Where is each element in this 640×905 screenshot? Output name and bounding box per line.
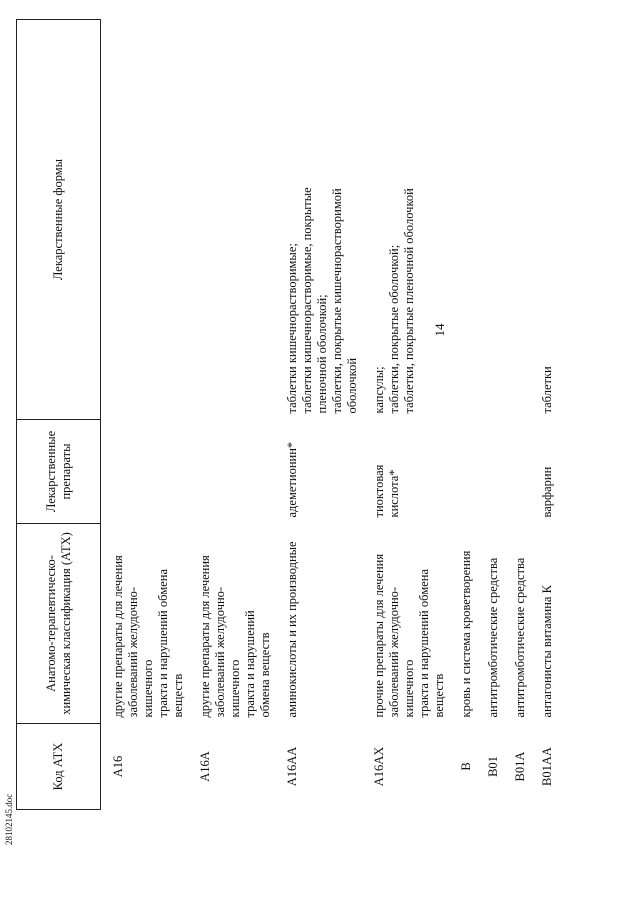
classification-line: другие препараты для лечения: [111, 555, 125, 718]
cell-code: B01: [486, 756, 500, 777]
classification-line: кровь и система кроветворения: [459, 550, 473, 718]
cell-drug: адеметионин*: [285, 441, 299, 518]
cell-code: B01AA: [540, 747, 554, 786]
form-line: таблетки, покрытые кишечнорастворимой: [330, 188, 344, 414]
cell-forms: [360, 20, 447, 420]
table-row: [186, 20, 273, 810]
classification-line: заболеваний желудочно-кишечного: [213, 586, 242, 718]
cell-drug: [101, 420, 187, 524]
cell-code: A16: [111, 755, 125, 778]
classification-line: прочие препараты для лечения: [372, 553, 386, 718]
classification-line: антитромботические средства: [486, 557, 500, 718]
classification-line: антагонисты витамина К: [540, 585, 554, 718]
classification-line: тракта и нарушений: [243, 610, 257, 718]
header-classification: Анатомо-терапевтическо-химическая классификация (АТХ): [17, 524, 101, 724]
classification-line: заболеваний желудочно-кишечного: [387, 586, 416, 718]
atx-table: [16, 19, 559, 810]
cell-drug: [186, 420, 273, 524]
cell-drug: [447, 420, 474, 524]
table-row: [273, 20, 360, 810]
header-forms: Лекарственные формы: [17, 20, 101, 420]
cell-code: B: [459, 762, 473, 771]
form-line: таблетки кишечнорастворимые, покрытые: [300, 187, 314, 414]
form-line: оболочкой: [345, 357, 359, 414]
classification-line: тракта и нарушений обмена веществ: [417, 568, 446, 718]
cell-forms: [186, 20, 273, 420]
header-code: Код АТХ: [17, 724, 101, 810]
cell-classification: [528, 524, 559, 724]
header-drugs: Лекарственные препараты: [17, 420, 101, 524]
cell-classification: [447, 524, 474, 724]
table-row: [447, 20, 474, 810]
classification-line: антитромботические средства: [513, 557, 527, 718]
cell-drug: варфарин: [540, 466, 554, 518]
table-row: [360, 20, 447, 810]
cell-forms: [273, 20, 360, 420]
classification-line: другие препараты для лечения: [198, 555, 212, 718]
cell-drug: [501, 420, 528, 524]
table-row: [501, 20, 528, 810]
cell-code: B01A: [513, 751, 527, 782]
form-line: пленочной оболочкой;: [315, 294, 329, 414]
table-row: [101, 20, 187, 810]
cell-drug: тиоктовая кислота*: [372, 464, 401, 518]
cell-code: A16A: [198, 751, 212, 782]
form-line: таблетки, покрытые пленочной оболочкой: [402, 188, 416, 414]
cell-classification: [360, 524, 447, 724]
classification-line: обмена веществ: [258, 632, 272, 718]
cell-forms: [528, 20, 559, 420]
table-header-row: [17, 20, 101, 810]
cell-forms: [501, 20, 528, 420]
cell-classification: [273, 524, 360, 724]
cell-forms: [474, 20, 501, 420]
form-line: таблетки кишечнорастворимые;: [285, 243, 299, 414]
cell-classification: [501, 524, 528, 724]
cell-drug: [474, 420, 501, 524]
form-line: капсулы;: [372, 366, 386, 414]
classification-line: заболеваний желудочно-кишечного: [126, 586, 155, 718]
classification-line: аминокислоты и их производные: [285, 541, 299, 718]
cell-classification: [474, 524, 501, 724]
table-row: [474, 20, 501, 810]
cell-code: A16AX: [372, 746, 386, 787]
page-number: 14: [432, 323, 447, 337]
cell-forms: [447, 20, 474, 420]
cell-forms: [101, 20, 187, 420]
table-body: [101, 20, 560, 810]
cell-classification: [101, 524, 187, 724]
classification-line: тракта и нарушений обмена веществ: [156, 568, 185, 718]
table-row: [528, 20, 559, 810]
form-line: таблетки: [540, 366, 554, 414]
footer-file-name: 28102145.doc: [4, 793, 14, 845]
cell-code: A16AA: [285, 746, 299, 787]
cell-classification: [186, 524, 273, 724]
form-line: таблетки, покрытые оболочкой;: [387, 244, 401, 414]
